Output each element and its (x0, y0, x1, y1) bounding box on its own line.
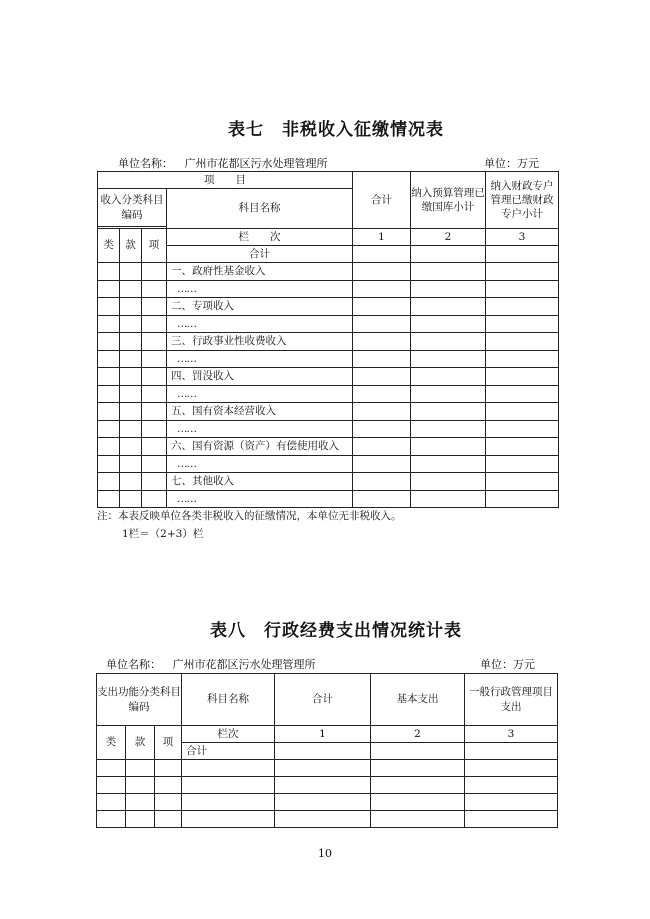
table7-formula-note: 1栏＝（2+3）栏 (122, 528, 204, 540)
table8-title: 表八 行政经费支出情况统计表 (210, 621, 462, 641)
unit-name-value: 广州市花都区污水处理管理所 (184, 157, 328, 170)
header-special-account-subtotal: 纳入财政专户管理已缴财政专户小计 (486, 172, 559, 229)
header-basic-expense: 基本支出 (371, 674, 465, 726)
unit-name-value: 广州市花都区污水处理管理所 (172, 658, 316, 671)
table7-title: 表七 非税收入征缴情况表 (228, 120, 444, 140)
header-lanci: 栏次 (182, 726, 275, 743)
header-category-code: 支出功能分类科目编码 (97, 674, 182, 726)
col-number-1: 1 (353, 229, 411, 246)
table-row-label: 四、罚没收入 (167, 368, 353, 386)
table-row-label: 七、其他收入 (167, 473, 353, 491)
header-kuan: 款 (126, 726, 155, 760)
table-row-label: 一、政府性基金收入 (167, 263, 353, 281)
table-row-label: 五、国有资本经营收入 (167, 403, 353, 421)
table8-unit-name (106, 656, 316, 672)
table7-unit: 单位：万元 (484, 157, 539, 170)
header-lei: 类 (98, 229, 120, 263)
table-row-label: …… (167, 490, 353, 508)
table-row-label: 三、行政事业性收费收入 (167, 333, 353, 351)
col-number-3: 3 (486, 229, 559, 246)
col-number-2: 2 (371, 726, 465, 743)
table-row-label: …… (167, 350, 353, 368)
table8-unit: 单位：万元 (480, 658, 535, 671)
header-category-code: 收入分类科目编码 (98, 189, 167, 227)
table-row-label: …… (167, 455, 353, 473)
table7-unit-name (118, 155, 328, 171)
table-row-label: 六、国有资源（资产）有偿使用收入 (167, 438, 353, 456)
header-xiang: 项 (155, 726, 182, 760)
table-row-label: …… (167, 385, 353, 403)
col-number-3: 3 (465, 726, 558, 743)
page-number: 10 (318, 847, 332, 860)
table-row-label: 二、专项收入 (167, 298, 353, 316)
table7-note: 注：本表反映单位各类非税收入的征缴情况，本单位无非税收入。 (97, 510, 402, 522)
unit-name-label: 单位名称： (106, 658, 161, 671)
header-lanci: 栏 次 (167, 229, 353, 246)
col-number-2: 2 (411, 229, 486, 246)
unit-name-label: 单位名称： (118, 157, 173, 170)
header-subject-name: 科目名称 (182, 674, 275, 726)
table-row-label: 合计 (182, 743, 275, 760)
table-row-label: 合计 (167, 246, 353, 263)
header-project: 项 目 (98, 172, 353, 189)
col-number-1: 1 (275, 726, 371, 743)
table8 (96, 673, 558, 828)
header-lei: 类 (97, 726, 126, 760)
header-kuan: 款 (120, 229, 142, 263)
header-total: 合计 (275, 674, 371, 726)
table-row-label: …… (167, 315, 353, 333)
table-row-label: …… (167, 280, 353, 298)
header-subject-name: 科目名称 (167, 189, 353, 229)
header-total: 合计 (353, 172, 411, 229)
table-row-label: …… (167, 420, 353, 438)
header-general-admin-expense: 一般行政管理项目支出 (465, 674, 558, 726)
header-xiang: 项 (142, 229, 167, 263)
table7 (97, 171, 559, 508)
header-budget-subtotal: 纳入预算管理已缴国库小计 (411, 172, 486, 229)
